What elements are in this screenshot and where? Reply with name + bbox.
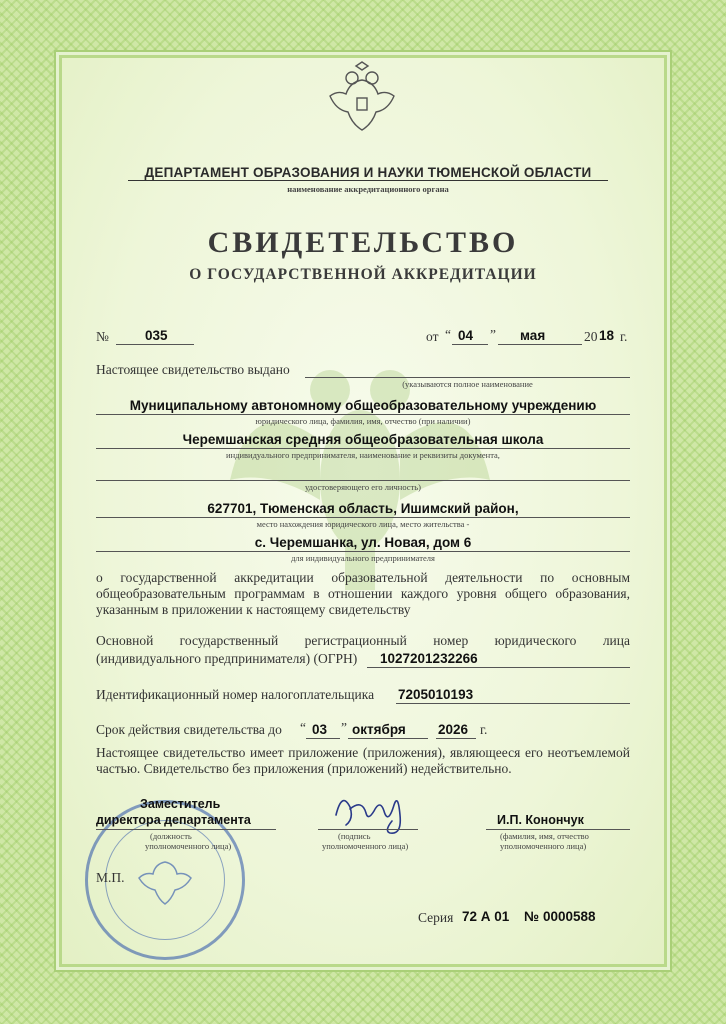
address-line-2: с. Черемшанка, ул. Новая, дом 6 [254, 535, 472, 550]
series-number: 0000588 [543, 909, 596, 924]
ogrn-text-2: (индивидуального предпринимателя) (ОГРН) [96, 651, 358, 666]
series-no-label: № [524, 909, 540, 924]
series-value: 72 А 01 [462, 909, 510, 924]
coat-of-arms-icon [322, 60, 402, 140]
date-quote-open: “ [445, 327, 451, 342]
date-year-prefix: 20 [584, 329, 598, 344]
issued-caption-5: место нахождения юридического лица, место жительства - [256, 519, 470, 529]
certificate-number: 035 [145, 328, 168, 343]
ogrn-text-1: Основной государственный регистрационный номер юридического лица [96, 633, 630, 648]
issued-caption-3: индивидуального предпринимателя, наименование и реквизиты документа, [226, 450, 500, 460]
seal-eagle-icon [135, 850, 195, 910]
organization-name: Муниципальному автономному общеобразовательному учреждению [129, 398, 597, 413]
sign-caption-2: уполномоченного лица) [322, 841, 409, 851]
validity-quote-close: ” [341, 720, 347, 735]
signer-position-line-1: Заместитель [140, 797, 221, 811]
issued-caption-2: юридического лица, фамилия, имя, отчество (при наличии) [255, 416, 471, 426]
sign-caption-1: (подпись [338, 831, 371, 841]
signer-name: И.П. Конончук [497, 813, 584, 827]
certificate-title: СВИДЕТЕЛЬСТВО [207, 226, 519, 259]
inn-label: Идентификационный номер налогоплательщика [96, 687, 375, 702]
issued-caption-4: удостоверяющего его личность) [304, 482, 422, 492]
appendix-text: Настоящее свидетельство имеет приложение (приложения), являющееся его неотъемлемой частью. Свидетельство без приложения (приложений) недействительно. [96, 745, 630, 776]
date-month: мая [520, 328, 546, 343]
school-name: Черемшанская средняя общеобразовательная школа [182, 432, 544, 447]
ogrn-value: 1027201232266 [380, 651, 478, 666]
inn-value: 7205010193 [398, 687, 474, 702]
validity-month: октября [352, 722, 406, 737]
series-label: Серия [418, 910, 454, 925]
validity-year-end: г. [480, 722, 488, 737]
accreditation-text: о государственной аккредитации образовательной деятельности по основным общеобразовательным программам в отношении каждого уровня общего образования, указанным в приложении к настоящему свидетельству [96, 570, 630, 617]
date-quote-close: ” [490, 327, 496, 342]
validity-quote-open: “ [300, 720, 306, 735]
position-caption-1: (должность [150, 831, 192, 841]
stamp-place-label: М.П. [96, 870, 125, 885]
address-line-1: 627701, Тюменская область, Ишимский район, [207, 501, 519, 516]
date-from-label: от [426, 329, 439, 344]
validity-day: 03 [312, 722, 328, 737]
position-caption-2: уполномоченного лица) [145, 841, 232, 851]
department-name: ДЕПАРТАМЕНТ ОБРАЗОВАНИЯ И НАУКИ ТЮМЕНСКОЙ ОБЛАСТИ [128, 165, 608, 181]
validity-label: Срок действия свидетельства до [96, 722, 282, 737]
validity-year: 2026 [438, 722, 469, 737]
issued-caption-6: для индивидуального предпринимателя [291, 553, 435, 563]
issued-caption-1: (указываются полное наименование [402, 379, 533, 389]
date-day: 04 [458, 328, 474, 343]
date-year-suffix: 18 [599, 328, 615, 343]
date-year-end: г. [620, 329, 628, 344]
certificate-subtitle: О ГОСУДАРСТВЕННОЙ АККРЕДИТАЦИИ [189, 266, 537, 283]
issued-label: Настоящее свидетельство выдано [96, 362, 290, 377]
name-caption-2: уполномоченного лица) [500, 841, 587, 851]
number-label: № [96, 329, 109, 344]
signer-position-line-2: директора департамента [96, 813, 251, 827]
name-caption-1: (фамилия, имя, отчество [500, 831, 589, 841]
department-caption: наименование аккредитационного органа [287, 184, 449, 194]
